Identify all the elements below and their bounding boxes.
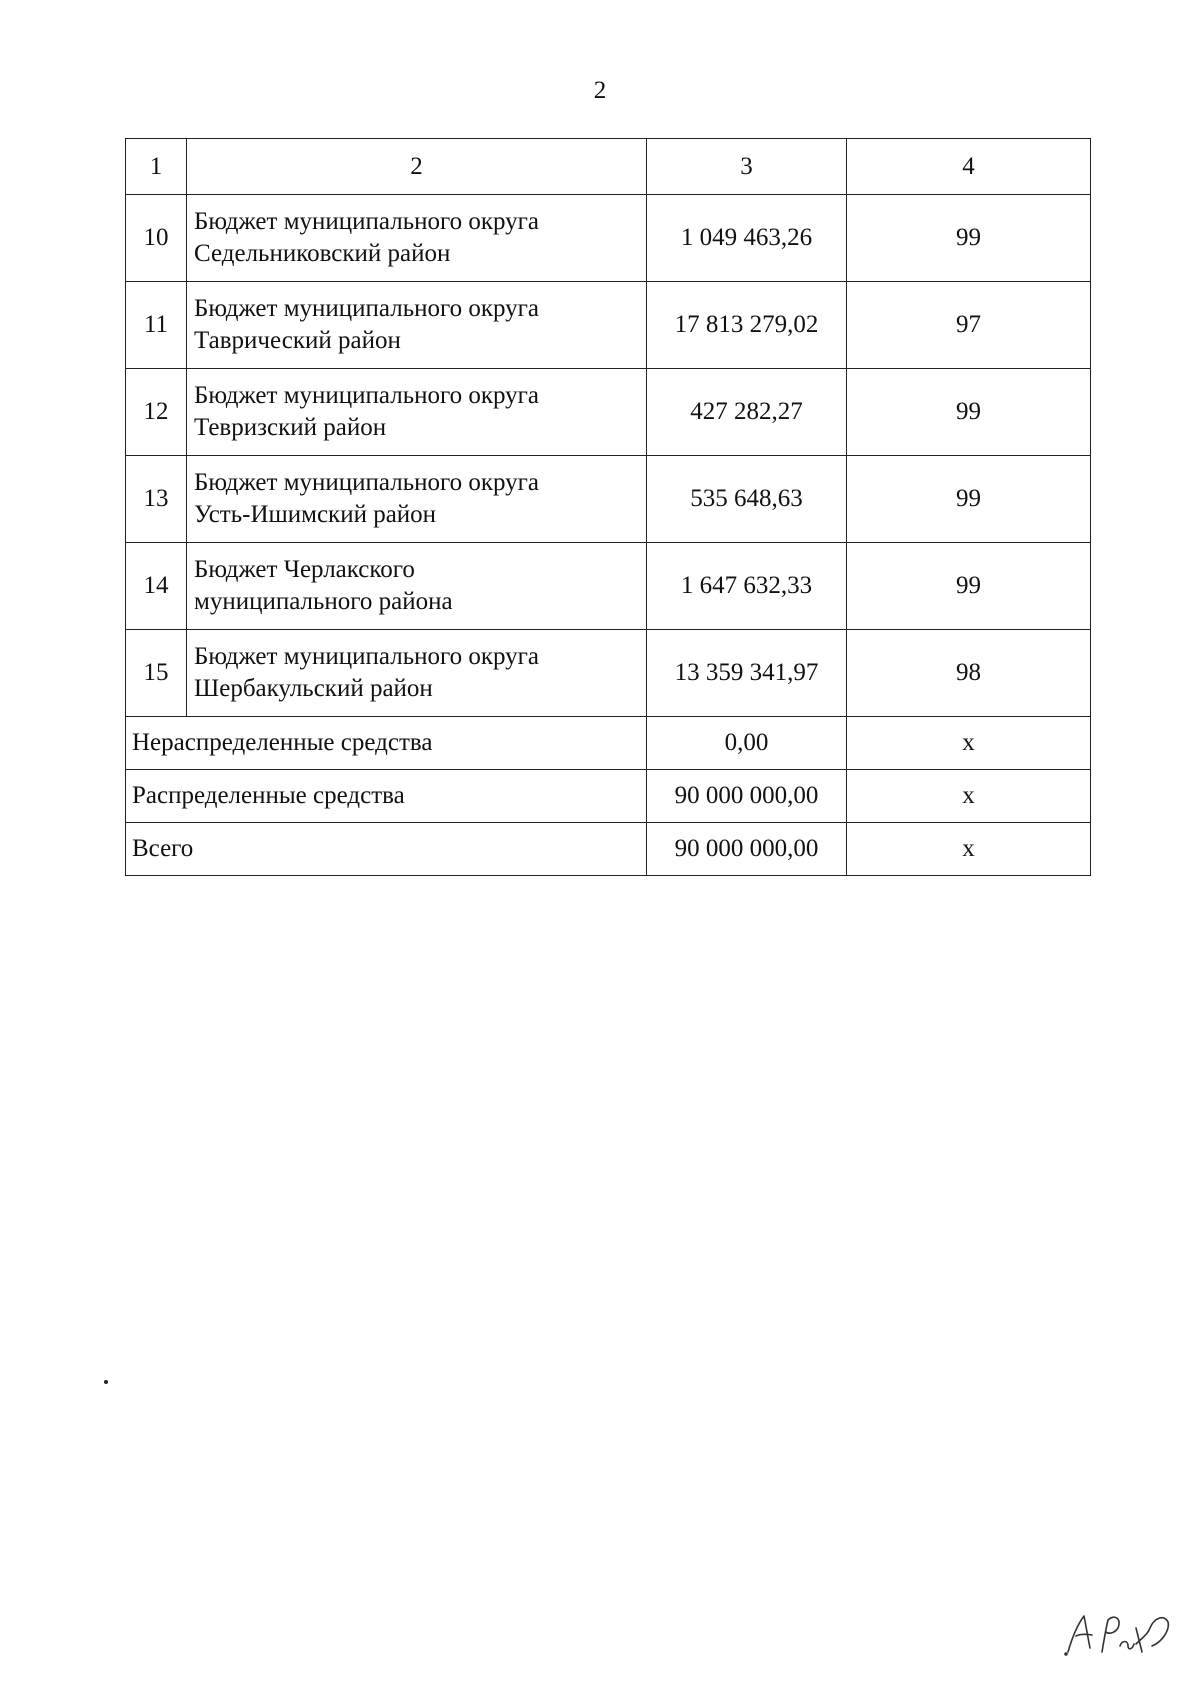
table-row xyxy=(126,282,1091,369)
table-row xyxy=(126,543,1091,630)
budget-name-line: Шербакульский район xyxy=(194,675,433,702)
summary-label: Распределенные средства xyxy=(126,770,647,823)
row-number: 14 xyxy=(126,543,187,630)
scan-dot xyxy=(104,1380,108,1384)
row-number: 10 xyxy=(126,195,187,282)
budget-name-line: Бюджет Черлакского xyxy=(194,556,415,583)
amount-cell: 13 359 341,97 xyxy=(647,630,847,717)
budget-name xyxy=(187,543,647,630)
budget-name-line: Бюджет муниципального округа xyxy=(194,469,540,496)
budget-distribution-table xyxy=(125,138,1091,876)
amount-cell: 17 813 279,02 xyxy=(647,282,847,369)
page-number: 2 xyxy=(593,77,607,104)
budget-name-line: Бюджет муниципального округа xyxy=(194,208,540,235)
percent-cell: 98 xyxy=(847,630,1091,717)
summary-amount: 0,00 xyxy=(647,717,847,770)
summary-mark: x xyxy=(847,823,1091,876)
summary-label: Нераспределенные средства xyxy=(126,717,647,770)
summary-mark: x xyxy=(847,717,1091,770)
row-number: 13 xyxy=(126,456,187,543)
budget-name-line: Усть-Ишимский район xyxy=(194,501,437,528)
column-number-cell: 1 xyxy=(126,139,187,195)
column-number-cell: 3 xyxy=(647,139,847,195)
percent-cell: 99 xyxy=(847,543,1091,630)
table-row xyxy=(126,630,1091,717)
table-row xyxy=(126,369,1091,456)
budget-name-line: муниципального района xyxy=(194,588,453,615)
amount-cell: 427 282,27 xyxy=(647,369,847,456)
percent-cell: 99 xyxy=(847,456,1091,543)
row-number: 12 xyxy=(126,369,187,456)
row-number: 11 xyxy=(126,282,187,369)
budget-name xyxy=(187,630,647,717)
budget-name xyxy=(187,282,647,369)
budget-name-line: Тевризский район xyxy=(194,414,387,441)
table-row xyxy=(126,456,1091,543)
column-number-cell: 4 xyxy=(847,139,1091,195)
budget-name-line: Таврический район xyxy=(194,327,401,354)
budget-name-line: Бюджет муниципального округа xyxy=(194,382,540,409)
amount-cell: 535 648,63 xyxy=(647,456,847,543)
summary-amount: 90 000 000,00 xyxy=(647,823,847,876)
budget-name-line: Седельниковский район xyxy=(194,240,451,267)
amount-cell: 1 647 632,33 xyxy=(647,543,847,630)
summary-mark: x xyxy=(847,770,1091,823)
budget-name-line: Бюджет муниципального округа xyxy=(194,643,540,670)
row-number: 15 xyxy=(126,630,187,717)
handwritten-signature xyxy=(1062,1598,1172,1660)
summary-amount: 90 000 000,00 xyxy=(647,770,847,823)
budget-name xyxy=(187,369,647,456)
percent-cell: 99 xyxy=(847,195,1091,282)
budget-name xyxy=(187,195,647,282)
summary-label: Всего xyxy=(126,823,647,876)
budget-name-line: Бюджет муниципального округа xyxy=(194,295,540,322)
budget-name xyxy=(187,456,647,543)
summary-row-total xyxy=(126,823,1091,876)
column-number-cell: 2 xyxy=(187,139,647,195)
summary-row-allocated xyxy=(126,770,1091,823)
percent-cell: 99 xyxy=(847,369,1091,456)
table-row xyxy=(126,195,1091,282)
amount-cell: 1 049 463,26 xyxy=(647,195,847,282)
column-number-row xyxy=(126,139,1091,195)
percent-cell: 97 xyxy=(847,282,1091,369)
summary-row-unallocated xyxy=(126,717,1091,770)
